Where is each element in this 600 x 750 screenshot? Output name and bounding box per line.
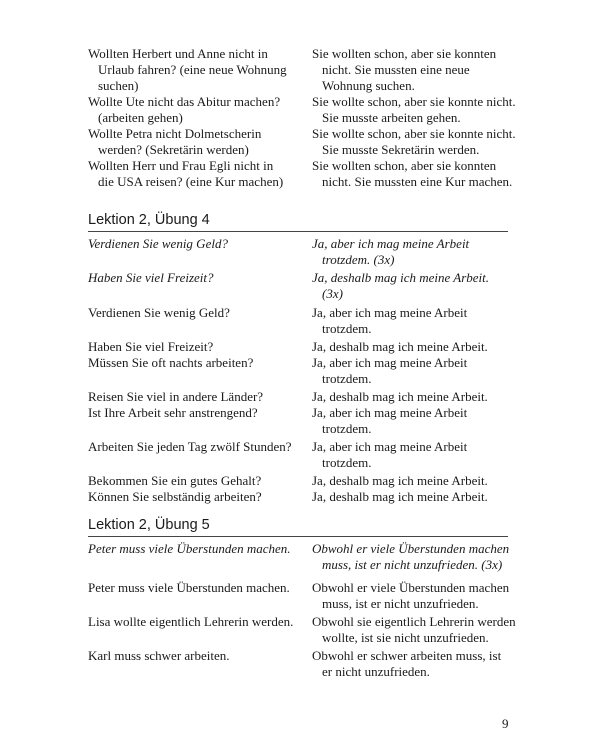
answer: Obwohl er schwer arbeiten muss, ist er nicht unzufrieden.: [312, 648, 502, 679]
answer: Ja, aber ich mag meine Arbeit trotzdem.: [312, 439, 468, 470]
question: Wollte Ute nicht das Abitur machen? (arbeiten gehen): [88, 94, 281, 125]
question: Haben Sie viel Freizeit?: [88, 270, 214, 285]
section-title-uebung-4: Lektion 2, Übung 4: [88, 212, 210, 228]
exercise-row: [88, 614, 516, 646]
section-5-example: [88, 541, 508, 573]
answer: Sie wollte schon, aber sie konnte nicht. Sie musste Sekretärin werden.: [312, 126, 516, 157]
question: Lisa wollte eigentlich Lehrerin werden.: [88, 614, 294, 629]
answer: Sie wollte schon, aber sie konnte nicht. Sie musste arbeiten gehen.: [312, 94, 516, 125]
section-divider: [88, 536, 508, 537]
question: Reisen Sie viel in andere Länder?: [88, 389, 264, 404]
section-5-items: [88, 580, 516, 680]
question: Arbeiten Sie jeden Tag zwölf Stunden?: [88, 439, 292, 454]
answer: Obwohl er viele Überstunden machen muss, ist er nicht unzufrieden.: [312, 580, 510, 611]
exercise-row: [88, 489, 508, 505]
answer: Ja, aber ich mag meine Arbeit trotzdem.: [312, 355, 468, 386]
exercise-row: [88, 305, 508, 337]
question: Verdienen Sie wenig Geld?: [88, 236, 228, 251]
exercise-row: [88, 405, 508, 437]
answer: Obwohl sie eigentlich Lehrerin werden wollte, ist sie nicht unzufrieden.: [312, 614, 516, 645]
section-divider: [88, 231, 508, 232]
question: Müssen Sie oft nachts arbeiten?: [88, 355, 254, 370]
question: Verdienen Sie wenig Geld?: [88, 305, 230, 320]
answer: Ja, aber ich mag meine Arbeit trotzdem. (3x): [312, 236, 470, 267]
exercise-row: [88, 473, 508, 489]
section-4-items: [88, 305, 508, 505]
exercise-row: [88, 94, 516, 126]
exercise-row: [88, 339, 508, 355]
question: Haben Sie viel Freizeit?: [88, 339, 214, 354]
exercise-row: [88, 355, 508, 387]
answer: Ja, aber ich mag meine Arbeit trotzdem.: [312, 305, 468, 336]
question: Wollte Petra nicht Dolmetscherin werden? (Sekretärin werden): [88, 126, 262, 157]
example-row: [88, 541, 508, 573]
answer: Sie wollten schon, aber sie konnten nicht. Sie mussten eine Kur machen.: [312, 158, 513, 189]
question: Ist Ihre Arbeit sehr anstrengend?: [88, 405, 258, 420]
question: Peter muss viele Überstunden machen.: [88, 580, 290, 595]
exercise-row: [88, 648, 508, 680]
exercise-top-block: [88, 46, 516, 190]
exercise-row: [88, 580, 508, 612]
exercise-row: [88, 158, 513, 190]
section-4-examples: [88, 236, 508, 302]
answer: Ja, deshalb mag ich meine Arbeit.: [312, 339, 488, 354]
example-row: [88, 270, 508, 302]
question: Wollten Herbert und Anne nicht in Urlaub fahren? (eine neue Wohnung suchen): [88, 46, 287, 93]
answer: Ja, deshalb mag ich meine Arbeit.: [312, 489, 488, 504]
question: Karl muss schwer arbeiten.: [88, 648, 230, 663]
question: Können Sie selbständig arbeiten?: [88, 489, 262, 504]
answer: Ja, aber ich mag meine Arbeit trotzdem.: [312, 405, 468, 436]
question: Wollten Herr und Frau Egli nicht in die USA reisen? (eine Kur machen): [88, 158, 284, 189]
answer: Sie wollten schon, aber sie konnten nicht. Sie mussten eine neue Wohnung suchen.: [312, 46, 497, 93]
question: Peter muss viele Überstunden machen.: [88, 541, 291, 556]
answer: Ja, deshalb mag ich meine Arbeit. (3x): [312, 270, 490, 301]
exercise-row: [88, 126, 516, 158]
exercise-row: [88, 389, 508, 405]
page-number: 9: [502, 716, 509, 731]
exercise-row: [88, 46, 508, 94]
answer: Ja, deshalb mag ich meine Arbeit.: [312, 473, 488, 488]
exercise-row: [88, 439, 508, 471]
section-title-uebung-5: Lektion 2, Übung 5: [88, 517, 210, 533]
answer: Obwohl er viele Überstunden machen muss, ist er nicht unzufrieden. (3x): [312, 541, 510, 572]
example-row: [88, 236, 508, 268]
answer: Ja, deshalb mag ich meine Arbeit.: [312, 389, 488, 404]
question: Bekommen Sie ein gutes Gehalt?: [88, 473, 262, 488]
